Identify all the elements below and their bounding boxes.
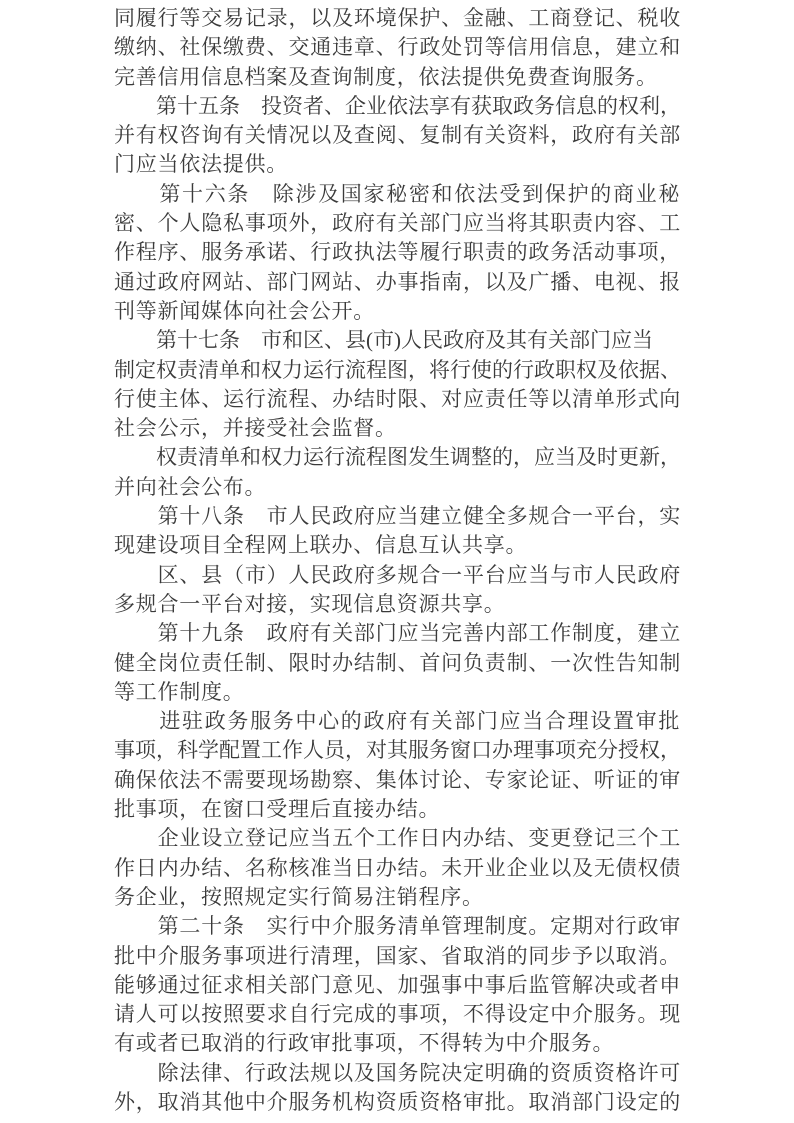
text-line: 区、县（市）人民政府多规合一平台应当与市人民政府: [114, 562, 682, 587]
article-18-paragraph-1: [114, 502, 681, 561]
text-line: 确保依法不需要现场勘察、集体讨论、专家论证、听证的审: [114, 767, 682, 792]
paragraph-continuation: [114, 4, 681, 92]
text-line: 事项，科学配置工作人员，对其服务窗口办理事项充分授权，: [114, 738, 681, 763]
text-line: 缴纳、社保缴费、交通违章、行政处罚等信用信息，建立和: [114, 35, 682, 60]
text-line: 第十七条 市和区、县(市)人民政府及其有关部门应当: [114, 328, 653, 353]
article-20-paragraph-2: [114, 1059, 681, 1118]
article-15-paragraph: [114, 92, 681, 180]
text-line: 第二十条 实行中介服务清单管理制度。定期对行政审: [114, 914, 682, 939]
text-line: 除法律、行政法规以及国务院决定明确的资质资格许可: [114, 1060, 682, 1085]
text-line: 健全岗位责任制、限时办结制、首问负责制、一次性告知制: [114, 650, 682, 675]
text-line: 刊等新闻媒体向社会公开。: [114, 298, 375, 323]
article-18-paragraph-2: [114, 561, 681, 620]
article-17-paragraph-1: [114, 326, 681, 443]
text-line: 进驻政务服务中心的政府有关部门应当合理设置审批: [114, 709, 681, 734]
article-20-paragraph-1: [114, 912, 681, 1058]
text-line: 权责清单和权力运行流程图发生调整的，应当及时更新，: [114, 445, 681, 470]
text-line: 作程序、服务承诺、行政执法等履行职责的政务活动事项，: [114, 240, 682, 265]
article-19-paragraph-1: [114, 619, 681, 707]
text-line: 通过政府网站、部门网站、办事指南，以及广播、电视、报: [114, 269, 682, 294]
text-line: 门应当依法提供。: [114, 152, 288, 177]
text-line: 外，取消其他中介服务机构资质资格审批。取消部门设定的: [114, 1089, 682, 1114]
text-line: 请人可以按照要求自行完成的事项，不得设定中介服务。现: [114, 1002, 682, 1027]
text-line: 多规合一平台对接，实现信息资源共享。: [114, 591, 506, 616]
text-line: 有或者已取消的行政审批事项，不得转为中介服务。: [114, 1031, 615, 1056]
text-line: 等工作制度。: [114, 679, 245, 704]
text-line: 第十九条 政府有关部门应当完善内部工作制度，建立: [114, 621, 682, 646]
text-line: 现建设项目全程网上联办、信息互认共享。: [114, 533, 528, 558]
text-line: 批事项，在窗口受理后直接办结。: [114, 797, 441, 822]
text-line: 第十八条 市人民政府应当建立健全多规合一平台，实: [114, 504, 682, 529]
text-line: 第十六条 除涉及国家秘密和依法受到保护的商业秘: [114, 181, 681, 206]
text-line: 企业设立登记应当五个工作日内办结、变更登记三个工: [114, 826, 682, 851]
text-line: 能够通过征求相关部门意见、加强事中事后监管解决或者申: [114, 972, 682, 997]
article-17-paragraph-2: [114, 443, 681, 502]
text-line: 并有权咨询有关情况以及查阅、复制有关资料，政府有关部: [114, 123, 682, 148]
text-line: 制定权责清单和权力运行流程图，将行使的行政职权及依据、: [114, 357, 681, 382]
text-line: 作日内办结、名称核准当日办结。未开业企业以及无债权债: [114, 855, 682, 880]
text-line: 行使主体、运行流程、办结时限、对应责任等以清单形式向: [114, 386, 682, 411]
article-16-paragraph: [114, 180, 681, 326]
text-line: 务企业，按照规定实行简易注销程序。: [114, 884, 484, 909]
text-line: 同履行等交易记录，以及环境保护、金融、工商登记、税收: [114, 6, 682, 30]
text-line: 第十五条 投资者、企业依法享有获取政务信息的权利，: [114, 93, 681, 118]
document-text-block: [114, 4, 681, 1117]
text-line: 密、个人隐私事项外，政府有关部门应当将其职责内容、工: [114, 211, 682, 236]
text-line: 完善信用信息档案及查询制度，依法提供免费查询服务。: [114, 64, 658, 89]
article-19-paragraph-2: [114, 707, 681, 824]
text-line: 并向社会公布。: [114, 474, 267, 499]
article-19-paragraph-3: [114, 824, 681, 912]
text-line: 社会公示，并接受社会监督。: [114, 416, 397, 441]
text-line: 批中介服务事项进行清理，国家、省取消的同步予以取消。: [114, 943, 682, 968]
